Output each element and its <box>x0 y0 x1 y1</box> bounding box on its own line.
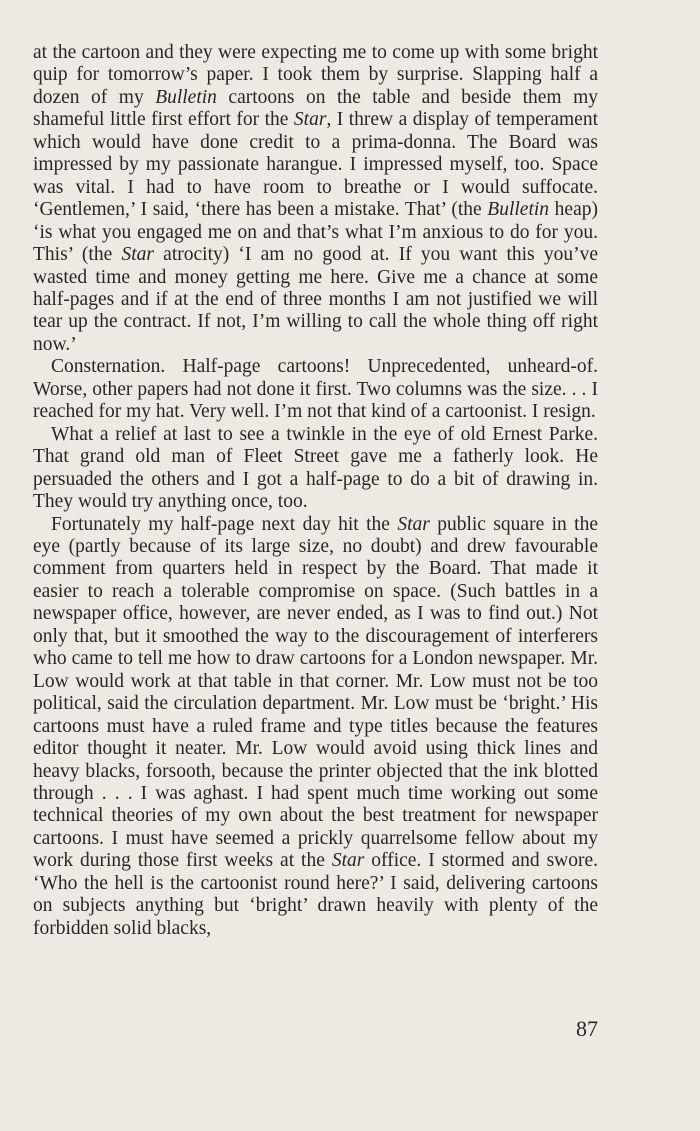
paragraph <box>33 514 598 941</box>
italic-title: Star <box>397 513 430 535</box>
text-run: heap) ‘is what you engaged me on and that’s what I’m anxious to do for you. This’ (the <box>33 199 598 266</box>
text-run: atrocity) ‘I am no good at. If you want this you’ve wasted time and money getting me here. Give me a chance at some half-pages and if at the end of three months I am not justified we will tear up the contract. If not, I’m willing to call the whole thing off right now.’ <box>33 244 599 355</box>
text-run: cartoons on the table and beside them my shameful little first effort for the <box>33 86 598 131</box>
italic-title: Star <box>331 850 365 872</box>
text-run: , I threw a display of temperament which would have done credit to a prima-donna. The Board was impressed by my passionate harangue. I impressed myself, too. Space was vital. I had to have room to breathe or I would suffocate. ‘Gentlemen,’ I said, ‘there has been a mistake. That’ (the <box>33 109 598 221</box>
page-number: 87 <box>576 1016 598 1041</box>
italic-title: Star <box>293 109 327 131</box>
italic-title: Bulletin <box>155 86 217 108</box>
paragraph <box>33 424 598 514</box>
text-run: What a relief at last to see a twinkle in the eye of old Ernest Parke. That grand old man of Fleet Street gave me a fatherly look. He persuaded the others and I got a half-page to do a bit of drawing in. They would try anything once, too. <box>33 423 598 513</box>
text-run: public square in the eye (partly because of its large size, no doubt) and drew favourable comment from quarters held in respect by the Board. That made it easier to reach a tolerable compromise on space. (Such battles in a newspaper office, however, are never ended, as I was to find out.) Not only that, but it smoothed the way to the discouragement of interferers who came to tell me how to draw cartoons for a London newspaper. Mr. Low would work at that table in that corner. Mr. Low must not be too political, said the circulation department. Mr. Low must be ‘bright.’ His cartoons must have a ruled frame and type titles because the features editor thought it neater. Mr. Low would avoid using thick lines and heavy blacks, forsooth, because the printer objected that the ink blotted through . . . I was aghast. I had spent much time working out some technical theories of my own about the best treatment for newspaper cartoons. I must have seemed a prickly quarrelsome fellow about my work during those first weeks at the <box>33 513 599 872</box>
italic-title: Bulletin <box>487 199 550 221</box>
text-run: office. I stormed and swore. ‘Who the hell is the cartoonist round here?’ I said, delivering cartoons on subjects anything but ‘bright’ drawn heavily with plenty of the forbidden solid blacks, <box>33 850 599 939</box>
text-run: at the cartoon and they were expecting me to come up with some bright quip for tomorrow’s paper. I took them by surprise. Slapping half a dozen of my <box>33 42 598 108</box>
body-text <box>33 42 598 940</box>
paragraph <box>33 42 598 356</box>
italic-title: Star <box>121 244 154 266</box>
text-run: Fortunately my half-page next day hit the <box>51 513 398 535</box>
text-run: Consternation. Half-page cartoons! Unprecedented, unheard-of. Worse, other papers had not done it first. Two columns was the size. . . I reached for my hat. Very well. I’m not that kind of a cartoonist. I resign. <box>33 356 598 423</box>
paragraph <box>33 356 598 423</box>
